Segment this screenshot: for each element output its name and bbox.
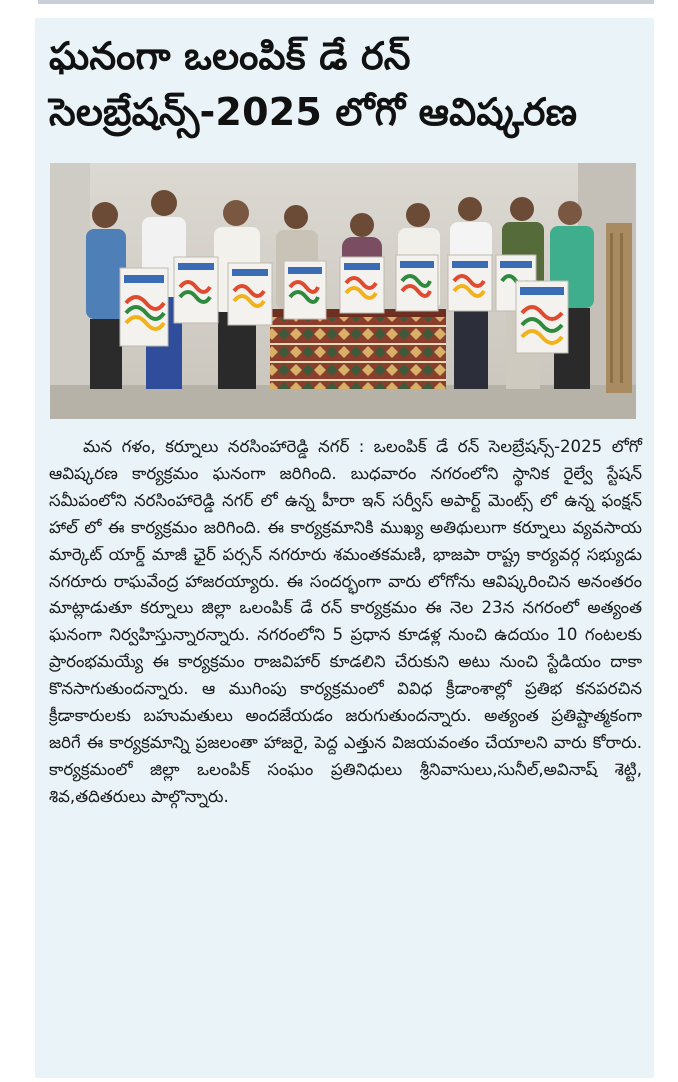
- news-clipping: [35, 18, 654, 1078]
- top-divider: [38, 0, 654, 4]
- headline: [49, 28, 644, 140]
- headline-line-1: ఘనంగా ఒలంపిక్ డే రన్: [49, 34, 411, 78]
- event-photo: [50, 163, 636, 419]
- headline-line-2: సెలబ్రేషన్స్-2025 లోగో ఆవిష్కరణ: [49, 90, 578, 134]
- article-body: మన గళం, కర్నూలు నరసింహారెడ్డి నగర్ : ఒలంపిక్ డే రన్ సెలబ్రేషన్స్-2025 లోగో ఆవిష్కరణ కార్యక్రమం ఘనంగా జరిగింది. బుధవారం నగరంలోని స్థానిక రైల్వే స్టేషన్ సమీపంలోని నరసింహారెడ్డి నగర్ లో ఉన్న హీరా ఇన్ సర్వీస్ అపార్ట్ మెంట్స్ లో ఉన్న ఫంక్షన్ హాల్ లో ఈ కార్యక్రమం జరిగింది. ఈ కార్యక్రమానికి ముఖ్య అతిథులుగా కర్నూలు వ్యవసాయ మార్కెట్ యార్డ్ మాజీ ఛైర్ పర్సన్ నగరూరు శమంతకమణి, భాజపా రాష్ట్ర కార్యవర్గ సభ్యుడు నగరూరు రాఘవేంద్ర హాజరయ్యారు. ఈ సందర్భంగా వారు లోగోను ఆవిష్కరించిన అనంతరం మాట్లాడుతూ కర్నూలు జిల్లా ఒలంపిక్ డే రన్ కార్యక్రమం ఈ నెల 23న నగరంలో అత్యంత ఘనంగా నిర్వహిస్తున్నారన్నారు. నగరంలోని 5 ప్రధాన కూడళ్ల నుంచి ఉదయం 10 గంటలకు ప్రారంభమయ్యే ఈ కార్యక్రమం రాజవిహార్ కూడలిని చేరుకుని అటు నుంచి స్టేడియం దాకా కొనసాగుతుందన్నారు. ఆ ముగింపు కార్యక్రమంలో వివిధ క్రీడాంశాల్లో ప్రతిభ కనపరచిన క్రీడాకారులకు బహుమతులు అందజేయడం జరుగుతుందన్నారు. అత్యంత ప్రతిష్టాత్మకంగా జరిగే ఈ కార్యక్రమాన్ని ప్రజలంతా హాజరై, పెద్ద ఎత్తున విజయవంతం చేయాలని వారు కోరారు. కార్యక్రమంలో జిల్లా ఒలంపిక్ సంఘం ప్రతినిధులు శ్రీనివాసులు,సునీల్,అవినాష్ శెట్టి, శివ,తదితరులు పాల్గొన్నారు.: [49, 437, 642, 806]
